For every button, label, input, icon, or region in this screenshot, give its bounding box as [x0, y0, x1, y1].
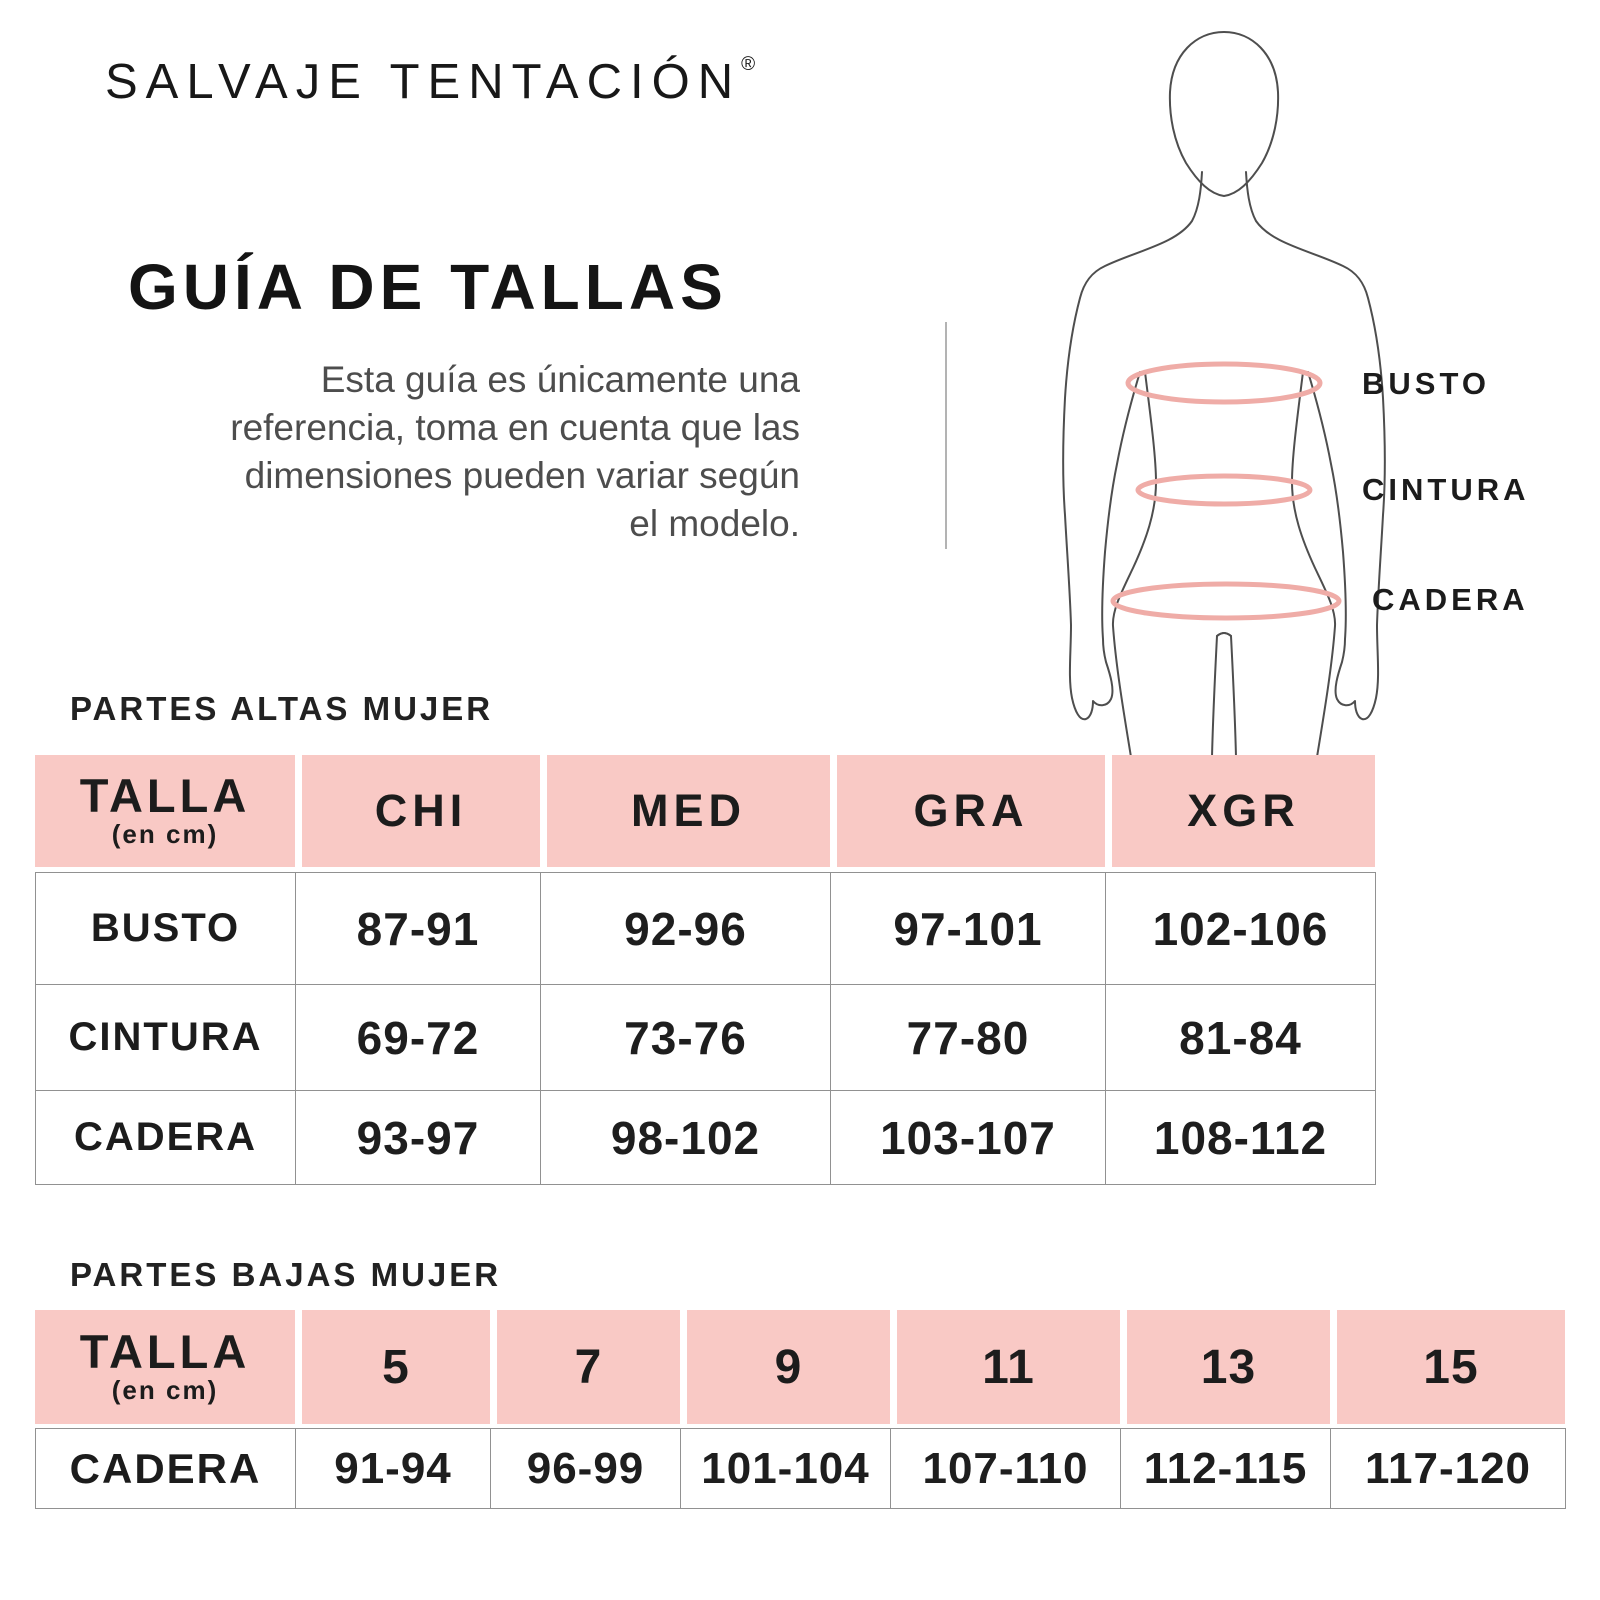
column-header: 9 — [680, 1310, 890, 1424]
column-header: 7 — [490, 1310, 680, 1424]
female-silhouette-illustration — [950, 20, 1600, 757]
talla-unit: (en cm) — [111, 1374, 219, 1405]
bust-label: BUSTO — [1362, 366, 1490, 401]
silhouette-arm — [1063, 172, 1202, 719]
hip-measure-line — [1113, 584, 1339, 618]
column-header-talla — [35, 755, 295, 867]
size-cell: 77-80 — [831, 985, 1106, 1091]
size-cell: 102-106 — [1106, 873, 1376, 985]
row-label: CINTURA — [36, 985, 296, 1091]
brand-logo — [105, 54, 755, 110]
registered-trademark-mark: ® — [741, 54, 756, 75]
size-cell: 87-91 — [296, 873, 541, 985]
waist-measure-line — [1138, 476, 1310, 504]
size-cell: 91-94 — [296, 1429, 491, 1509]
table-bajas-body — [35, 1428, 1566, 1509]
size-cell: 101-104 — [681, 1429, 891, 1509]
column-header: MED — [540, 755, 830, 867]
description-line: dimensiones pueden variar según — [244, 455, 800, 496]
female-silhouette-svg — [950, 20, 1600, 757]
table-bajas-header — [35, 1310, 1565, 1424]
column-header: XGR — [1105, 755, 1375, 867]
size-cell: 108-112 — [1106, 1091, 1376, 1185]
description-line: referencia, toma en cuenta que las — [230, 407, 800, 448]
size-cell: 73-76 — [541, 985, 831, 1091]
talla-label: TALLA — [79, 1324, 251, 1378]
section-title-partes-altas: PARTES ALTAS MUJER — [70, 690, 494, 727]
row-label: CADERA — [36, 1429, 296, 1509]
size-cell: 107-110 — [891, 1429, 1121, 1509]
description-line: el modelo. — [629, 503, 800, 544]
size-cell: 92-96 — [541, 873, 831, 985]
size-cell: 81-84 — [1106, 985, 1376, 1091]
column-header: GRA — [830, 755, 1105, 867]
talla-unit: (en cm) — [111, 818, 219, 849]
column-header: 11 — [890, 1310, 1120, 1424]
size-cell: 69-72 — [296, 985, 541, 1091]
page-title: GUÍA DE TALLAS — [128, 251, 728, 323]
column-header: CHI — [295, 755, 540, 867]
brand-name: SALVAJE TENTACIÓN — [105, 55, 742, 109]
size-cell: 93-97 — [296, 1091, 541, 1185]
table-altas-body — [35, 872, 1376, 1185]
description-line: Esta guía es únicamente una — [320, 359, 800, 400]
bust-measure-line — [1128, 364, 1320, 402]
size-cell: 98-102 — [541, 1091, 831, 1185]
row-label: CADERA — [36, 1091, 296, 1185]
row-label: BUSTO — [36, 873, 296, 985]
column-header: 13 — [1120, 1310, 1330, 1424]
column-header-talla — [35, 1310, 295, 1424]
talla-label: TALLA — [79, 768, 251, 822]
size-cell: 117-120 — [1331, 1429, 1566, 1509]
size-cell: 112-115 — [1121, 1429, 1331, 1509]
size-cell: 97-101 — [831, 873, 1106, 985]
size-cell: 103-107 — [831, 1091, 1106, 1185]
hip-label: CADERA — [1372, 582, 1529, 617]
column-header: 15 — [1330, 1310, 1565, 1424]
guide-description — [55, 356, 800, 548]
silhouette-head — [1170, 32, 1278, 196]
silhouette-torso — [1113, 372, 1156, 757]
section-title-partes-bajas: PARTES BAJAS MUJER — [70, 1256, 502, 1293]
column-header: 5 — [295, 1310, 490, 1424]
size-cell: 96-99 — [491, 1429, 681, 1509]
vertical-divider — [945, 322, 947, 549]
waist-label: CINTURA — [1362, 472, 1530, 507]
table-altas-header — [35, 755, 1375, 867]
silhouette-inner-leg — [1212, 636, 1217, 757]
